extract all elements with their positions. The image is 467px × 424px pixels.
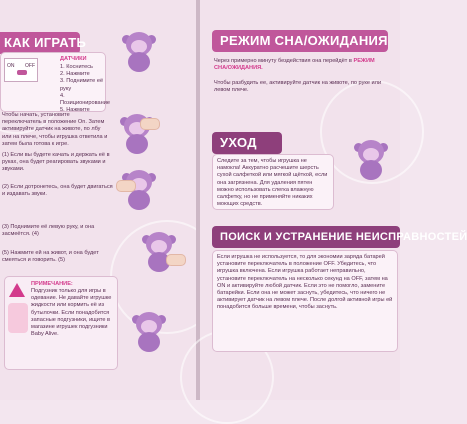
sleep-text-1: Через примерно минуту бездействия она перейдёт в	[214, 58, 352, 64]
monkey-illustration	[140, 232, 180, 274]
troubleshooting-box	[212, 250, 398, 352]
care-text: Следите за тем, чтобы игрушка не намокла! Аккуратно расчешите шерсть сухой салфеткой или мягкой щёткой, если она загрязнена. Для удаления пятен можно использовать слегка влажную салфетку, но не применяйте никаких моющих средств.	[217, 158, 328, 208]
monkey-illustration	[118, 114, 158, 156]
step-text: (3) Поднимите её левую руку, и она засмеётся. (4)	[2, 224, 95, 238]
sensor-item: 4. Позиционирование	[60, 92, 110, 107]
sensor-item: 5. Нажмите	[60, 107, 90, 114]
troubleshooting-text: Если игрушка не используется, то для экономии заряда батарей установите переключатель в положение OFF. Убедитесь, что игрушка включена. Если игрушка работает неправильно, установите переключатель на несколько секунд на OFF, затем на ON и активируйте любой датчик. Если это не помогло, замените батарейки. Если она не может заснуть, убедитесь, что ничего не активирует датчик на левом плече. После долгой активной игры ей понадобится больше времени, чтобы заснуть.	[217, 254, 393, 311]
troubleshooting-header: ПОИСК И УСТРАНЕНИЕ НЕИСПРАВНОСТЕЙ	[212, 226, 400, 248]
switch-off-label: OFF	[25, 63, 35, 69]
step-text: (2) Если дотронетесь, она будет двигаться и издавать звуки.	[2, 184, 113, 198]
right-page	[200, 0, 467, 400]
intro-text: Чтобы начать, установите переключатель в положение On. Затем активируйте датчик на животе, по лбу или на плече, чтобы игрушка ответила и затем была готова к игре.	[2, 112, 108, 147]
monkey-illustration	[130, 312, 170, 354]
note-title: ПРИМЕЧАНИЕ:	[31, 281, 73, 287]
monkey-illustration	[120, 32, 160, 74]
note-box	[4, 276, 118, 370]
warning-icon	[9, 283, 25, 297]
wake-text: Чтобы разбудить ее, активируйте датчик на животе, по руке или левом плече.	[214, 80, 382, 94]
power-switch-diagram	[4, 58, 38, 82]
step-text: (5) Нажмите ей на живот, и она будет смеяться и говорить. (5)	[2, 250, 99, 264]
switch-on-label: ON	[7, 63, 15, 69]
care-header: УХОД	[212, 132, 282, 154]
sensor-item: 3. Поднимите её руку	[60, 78, 104, 92]
sensor-item: 2. Нажмите	[60, 71, 90, 78]
sensors-list	[60, 64, 110, 114]
care-box	[212, 154, 334, 210]
sleep-highlight: РЕЖИМ СНА/ОЖИДАНИЯ.	[214, 58, 375, 72]
monkey-illustration	[120, 170, 160, 212]
monkey-illustration	[352, 140, 392, 182]
bottle-icon	[8, 303, 28, 333]
sleep-mode-text	[214, 58, 382, 72]
step-text: (1) Если вы будете качать и держать её в руках, она будет реагировать звуками и звуками.	[2, 152, 110, 173]
note-text: Подгузник только для игры в одевание. Не давайте игрушке жидкости или кормить её из бутылочки. Если понадобится запасные подгузники, ищите в магазине игрушек подгузники Baby Alive.	[31, 288, 112, 338]
how-to-play-header: КАК ИГРАТЬ	[0, 32, 80, 54]
left-page	[0, 0, 196, 400]
sensor-item: 1. Коснитесь	[60, 64, 93, 70]
switch-slider-icon	[17, 70, 27, 75]
sleep-mode-header: РЕЖИМ СНА/ОЖИДАНИЯ	[212, 30, 388, 52]
sensors-title: ДАТЧИКИ	[60, 56, 87, 62]
